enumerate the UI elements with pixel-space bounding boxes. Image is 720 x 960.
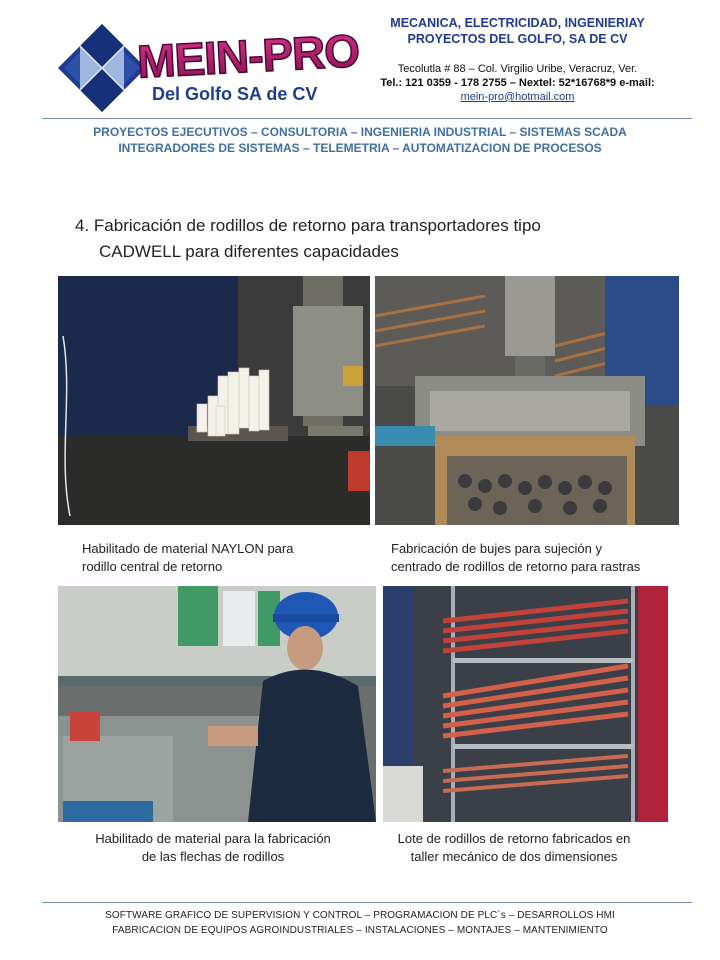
caption-2-line1: Fabricación de bujes para sujeción y: [391, 541, 603, 556]
photo-caption-4: [366, 830, 662, 866]
photo-caption-2: [391, 540, 677, 576]
photo-return-rollers-batch: [383, 586, 668, 822]
footer-services: [50, 908, 670, 938]
caption-1-line2: rodillo central de retorno: [82, 559, 223, 574]
address-line2: Tel.: 121 0359 - 178 2755 – Nextel: 52*16768*9 e-mail:: [380, 77, 655, 89]
section-heading: [75, 213, 645, 265]
footer-line1: SOFTWARE GRAFICO DE SUPERVISION Y CONTROL – PROGRAMACION DE PLC´s – DESARROLLOS HMI: [105, 910, 615, 921]
caption-1-line1: Habilitado de material NAYLON para: [82, 541, 294, 556]
email-link[interactable]: mein-pro@hotmail.com: [460, 91, 575, 103]
caption-4-line1: Lote de rodillos de retorno fabricados en: [397, 831, 631, 846]
logo-subtitle: Del Golfo SA de CV: [152, 84, 318, 104]
caption-4-line2: taller mecánico de dos dimensiones: [410, 849, 618, 864]
company-logo-mark: [58, 24, 146, 112]
address-line1: Tecolutla # 88 – Col. Virgilio Uribe, Veracruz, Ver.: [397, 63, 638, 75]
photo-caption-1: [82, 540, 358, 576]
photo-caption-3: [66, 830, 360, 866]
company-name: [355, 15, 680, 47]
services-line2: INTEGRADORES DE SISTEMAS – TELEMETRIA – AUTOMATIZACION DE PROCESOS: [118, 141, 602, 155]
caption-3-line2: de las flechas de rodillos: [141, 849, 285, 864]
company-name-line1: MECANICA, ELECTRICIDAD, INGENIERIAY: [390, 16, 645, 30]
caption-3-line1: Habilitado de material para la fabricación: [95, 831, 331, 846]
services-line1: PROYECTOS EJECUTIVOS – CONSULTORIA – INGENIERIA INDUSTRIAL – SISTEMAS SCADA: [93, 125, 627, 139]
company-name-line2: PROYECTOS DEL GOLFO, SA DE CV: [407, 32, 628, 46]
company-logo-wordmark: [135, 22, 361, 88]
photo-nylon-material: [58, 276, 370, 525]
photo-shaft-fabrication: [58, 586, 376, 822]
svg-text:MEIN-PRO: MEIN-PRO: [135, 24, 361, 88]
heading-line2: CADWELL para diferentes capacidades: [99, 242, 399, 261]
footer-divider: [42, 902, 692, 903]
services-banner: [50, 124, 670, 156]
header-divider: [42, 118, 692, 119]
company-address: [355, 62, 680, 90]
caption-2-line2: centrado de rodillos de retorno para rastras: [391, 559, 641, 574]
footer-line2: FABRICACION DE EQUIPOS AGROINDUSTRIALES – INSTALACIONES – MONTAJES – MANTENIMIENTO: [112, 925, 608, 936]
heading-line1: 4. Fabricación de rodillos de retorno para transportadores tipo: [75, 216, 541, 235]
photo-bushing-fabrication: [375, 276, 679, 525]
